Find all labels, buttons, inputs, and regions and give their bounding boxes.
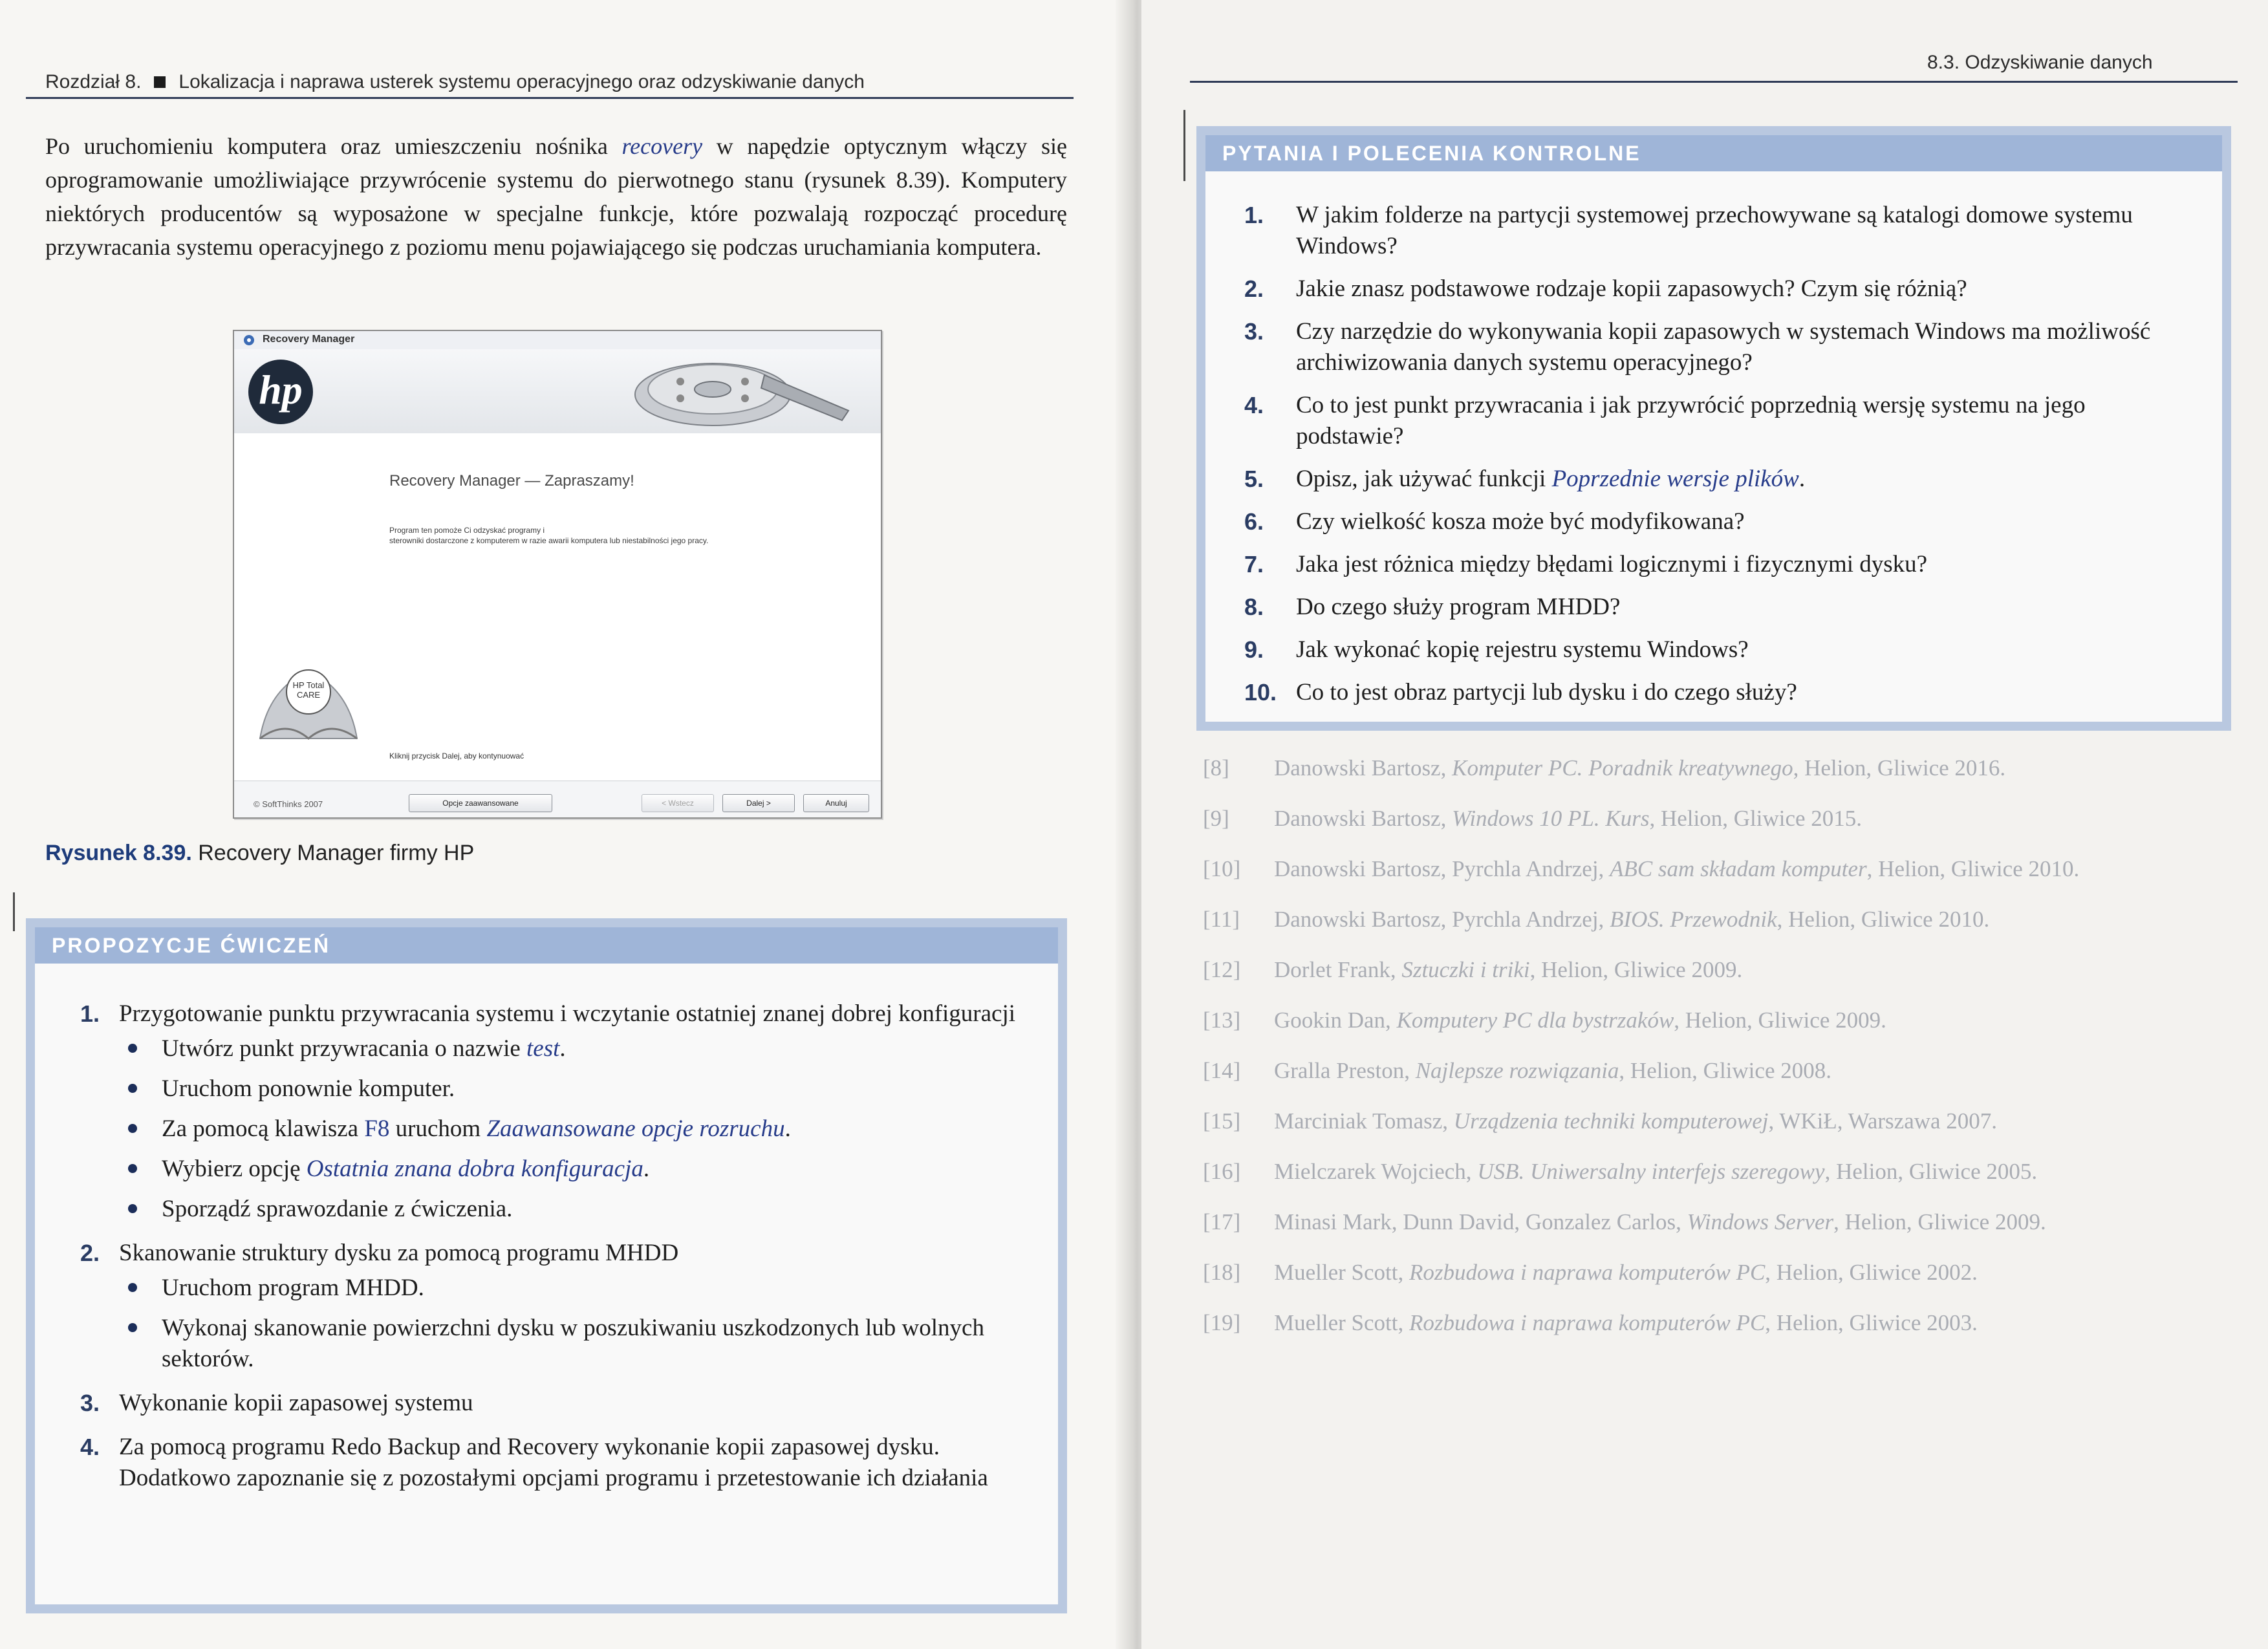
- bibliography-item: [1203, 1204, 2225, 1240]
- bibliography-title: Sztuczki i triki: [1401, 957, 1530, 982]
- bibliography-item: [1203, 1002, 2225, 1039]
- subtask-text: Sporządź sprawozdanie z ćwiczenia.: [162, 1196, 513, 1222]
- bibliography-author: Danowski Bartosz, Pyrchla Andrzej,: [1274, 907, 1610, 932]
- next-hint: Kliknij przycisk Dalej, aby kontynuować: [389, 751, 524, 760]
- exercise-item: [80, 998, 1024, 1225]
- subtask-item: [119, 1194, 1024, 1225]
- subtask-text: Uruchom ponownie komputer.: [162, 1075, 455, 1102]
- bullet-icon: [128, 1084, 137, 1093]
- bibliography-publisher: , Helion, Gliwice 2016.: [1793, 755, 2006, 781]
- exercise-text: Skanowanie struktury dysku za pomocą programu MHDD: [119, 1240, 679, 1266]
- question-emphasis: Poprzednie wersje plików: [1551, 466, 1799, 492]
- bibliography-title: Rozbudowa i naprawa komputerów PC: [1409, 1310, 1766, 1335]
- bibliography-author: Marciniak Tomasz,: [1274, 1108, 1454, 1134]
- subtask-emphasis: F8: [364, 1116, 390, 1142]
- bibliography-number: [10]: [1203, 856, 1241, 881]
- bibliography-title: Urządzenia techniki komputerowej: [1453, 1108, 1769, 1134]
- header-rule: [1190, 81, 2238, 83]
- questions-heading: PYTANIA I POLECENIA KONTROLNE: [1222, 142, 1641, 165]
- question-number: 7.: [1244, 551, 1264, 577]
- description-line: Program ten pomoże Ci odzyskać programy i: [389, 526, 545, 535]
- bibliography-number: [18]: [1203, 1260, 1241, 1285]
- bibliography-title: USB. Uniwersalny interfejs szeregowy: [1477, 1159, 1825, 1184]
- exercises-heading: PROPOZYCJE ĆWICZEŃ: [52, 934, 330, 957]
- exercise-number: 2.: [80, 1240, 100, 1266]
- bibliography-publisher: , Helion, Gliwice 2009.: [1674, 1008, 1886, 1033]
- question-item: [1244, 200, 2176, 262]
- bibliography-publisher: , Helion, Gliwice 2009.: [1529, 957, 1743, 982]
- hard-disk-icon: [616, 349, 861, 433]
- bibliography-list: [1203, 750, 2225, 1355]
- bibliography-publisher: , Helion, Gliwice 2008.: [1619, 1058, 1831, 1083]
- question-item: [1244, 592, 2176, 623]
- program-description: [389, 525, 777, 546]
- crop-mark: [13, 892, 15, 931]
- subtask-item: [119, 1313, 1024, 1375]
- bibliography-publisher: , Helion, Gliwice 2015.: [1649, 806, 1863, 831]
- question-text: Do czego służy program MHDD?: [1296, 594, 1621, 620]
- exercise-list: [80, 998, 1024, 1507]
- bibliography-title: Komputer PC. Poradnik kreatywnego: [1452, 755, 1793, 781]
- bibliography-title: Rozbudowa i naprawa komputerów PC: [1409, 1260, 1766, 1285]
- body-paragraph: [45, 129, 1067, 264]
- bullet-icon: [128, 1124, 137, 1133]
- bullet-icon: [128, 1164, 137, 1173]
- question-item: [1244, 316, 2176, 378]
- bullet-icon: [128, 1044, 137, 1053]
- question-text: Co to jest punkt przywracania i jak przywrócić poprzednią wersję systemu na jego podstawie?: [1296, 392, 2086, 449]
- welcome-heading: Recovery Manager — Zapraszamy!: [389, 472, 634, 490]
- advanced-options-button[interactable]: Opcje zaawansowane: [409, 794, 552, 812]
- bibliography-number: [15]: [1203, 1108, 1241, 1134]
- question-number: 9.: [1244, 636, 1264, 663]
- subtask-item: [119, 1154, 1024, 1185]
- bibliography-author: Mueller Scott,: [1274, 1260, 1409, 1285]
- subtask-text: Za pomocą klawisza: [162, 1116, 365, 1142]
- exercise-text: Za pomocą programu Redo Backup and Recovery wykonanie kopii zapasowej dysku. Dodatkowo zapoznanie się z pozostałymi opcjami programu i przetestowanie ich działania: [119, 1434, 988, 1491]
- subtask-emphasis: Zaawansowane opcje rozruchu: [486, 1116, 785, 1142]
- bibliography-title: Windows Server: [1687, 1209, 1834, 1234]
- bibliography-publisher: , Helion, Gliwice 2002.: [1765, 1260, 1978, 1285]
- subtask-item: [119, 1033, 1024, 1064]
- question-text: Co to jest obraz partycji lub dysku i do czego służy?: [1296, 679, 1797, 706]
- questions-heading-bar: [1205, 135, 2222, 171]
- figure-caption: [45, 841, 474, 866]
- question-item: [1244, 274, 2176, 305]
- bibliography-item: [1203, 851, 2225, 887]
- questions-box: [1196, 126, 2231, 731]
- question-number: 2.: [1244, 275, 1264, 302]
- question-number: 1.: [1244, 202, 1264, 228]
- subtask-item: [119, 1114, 1024, 1145]
- copyright-text: © SoftThinks 2007: [254, 799, 323, 809]
- bullet-icon: [128, 1323, 137, 1332]
- bibliography-title: Windows 10 PL. Kurs: [1452, 806, 1650, 831]
- recovery-manager-screenshot: [233, 330, 882, 819]
- subtask-text: Uruchom program MHDD.: [162, 1275, 424, 1301]
- subtask-emphasis: Ostatnia znana dobra konfiguracja: [306, 1156, 643, 1182]
- exercise-text: Przygotowanie punktu przywracania systemu i wczytanie ostatniej znanej dobrej konfiguracji: [119, 1000, 1016, 1027]
- bibliography-publisher: , Helion, Gliwice 2010.: [1777, 907, 1990, 932]
- bibliography-title: Komputery PC dla bystrzaków: [1396, 1008, 1674, 1033]
- question-text: W jakim folderze na partycji systemowej przechowywane są katalogi domowe systemu Windows?: [1296, 202, 2133, 259]
- exercise-text: Wykonanie kopii zapasowej systemu: [119, 1390, 473, 1416]
- subtask-text: Wybierz opcję: [162, 1156, 307, 1182]
- question-list: [1244, 200, 2176, 720]
- bibliography-item: [1203, 801, 2225, 837]
- figure-caption-text: Recovery Manager firmy HP: [198, 841, 475, 865]
- exercises-heading-bar: [35, 927, 1058, 964]
- question-number: 8.: [1244, 594, 1264, 620]
- bibliography-number: [8]: [1203, 755, 1229, 781]
- chapter-label: Rozdział 8.: [45, 71, 142, 92]
- exercise-number: 4.: [80, 1434, 100, 1460]
- exercise-item: [80, 1238, 1024, 1375]
- question-number: 6.: [1244, 508, 1264, 535]
- question-item: [1244, 464, 2176, 495]
- bibliography-number: [16]: [1203, 1159, 1241, 1184]
- header-rule: [26, 97, 1074, 99]
- subtask-item: [119, 1273, 1024, 1304]
- exercise-number: 3.: [80, 1390, 100, 1416]
- paragraph-text: w napędzie optycznym włączy się oprogramowanie umożliwiające przywrócenie systemu do pierwotnego stanu (rysunek 8.39). Komputery niektórych producentów są wyposażone w specjalne funkcje, które pozwalają rozpocząć procedurę przywracania systemu operacyjnego z poziomu menu pojawiającego się podczas uruchamiania komputera.: [45, 133, 1067, 260]
- exercise-item: [80, 1432, 1024, 1494]
- bibliography-item: [1203, 901, 2225, 938]
- bibliography-publisher: , WKiŁ, Warszawa 2007.: [1768, 1108, 1998, 1134]
- bibliography-author: Dorlet Frank,: [1274, 957, 1402, 982]
- left-page: [0, 0, 1129, 1649]
- subtask-text: Utwórz punkt przywracania o nazwie: [162, 1035, 527, 1062]
- subtask-text: Wykonaj skanowanie powierzchni dysku w poszukiwaniu uszkodzonych lub wolnych sektorów.: [162, 1315, 984, 1372]
- question-number: 5.: [1244, 466, 1264, 492]
- question-text: Jak wykonać kopię rejestru systemu Windows?: [1296, 636, 1749, 663]
- question-text: Jakie znasz podstawowe rodzaje kopii zapasowych? Czym się różnią?: [1296, 275, 1967, 302]
- figure-label: Rysunek 8.39.: [45, 841, 192, 865]
- bibliography-author: Gralla Preston,: [1274, 1058, 1416, 1083]
- exercise-subtasks: [119, 1033, 1024, 1225]
- care-badge-text: HP Total CARE: [292, 680, 325, 700]
- bibliography-item: [1203, 1305, 2225, 1341]
- chapter-title: Lokalizacja i naprawa usterek systemu operacyjnego oraz odzyskiwanie danych: [178, 71, 865, 92]
- exercise-number: 1.: [80, 1000, 100, 1027]
- question-item: [1244, 506, 2176, 537]
- question-number: 10.: [1244, 679, 1277, 706]
- square-bullet-icon: [154, 76, 166, 88]
- question-item: [1244, 677, 2176, 708]
- hp-logo-text: hp: [259, 367, 303, 413]
- question-text: .: [1798, 466, 1806, 492]
- bullet-icon: [128, 1204, 137, 1213]
- running-head-left: [45, 71, 865, 93]
- bibliography-publisher: , Helion, Gliwice 2005.: [1824, 1159, 2038, 1184]
- bibliography-number: [17]: [1203, 1209, 1241, 1234]
- bibliography-title: Najlepsze rozwiązania: [1415, 1058, 1619, 1083]
- subtask-text: .: [559, 1035, 566, 1062]
- subtask-text: .: [784, 1116, 791, 1142]
- exercises-box: [26, 918, 1067, 1613]
- question-text: Czy wielkość kosza może być modyfikowana?: [1296, 508, 1745, 535]
- bibliography-publisher: , Helion, Gliwice 2009.: [1833, 1209, 2046, 1234]
- bibliography-author: Danowski Bartosz, Pyrchla Andrzej,: [1274, 856, 1610, 881]
- window-titlebar: [234, 331, 881, 350]
- description-line: sterowniki dostarczone z komputerem w razie awarii komputera lub niestabilności jego pracy.: [389, 536, 709, 545]
- bibliography-number: [19]: [1203, 1310, 1241, 1335]
- bibliography-author: Mielczarek Wojciech,: [1274, 1159, 1478, 1184]
- crop-mark: [1183, 110, 1185, 181]
- question-number: 3.: [1244, 318, 1264, 345]
- next-button[interactable]: Dalej >: [722, 794, 795, 812]
- bibliography-author: Danowski Bartosz,: [1274, 755, 1453, 781]
- question-text: Jaka jest różnica między błędami logicznymi i fizycznymi dysku?: [1296, 551, 1928, 577]
- bibliography-number: [14]: [1203, 1058, 1241, 1083]
- bibliography-number: [13]: [1203, 1008, 1241, 1033]
- subtask-emphasis: test: [526, 1035, 560, 1062]
- subtask-text: .: [643, 1156, 650, 1182]
- bibliography-publisher: , Helion, Gliwice 2003.: [1765, 1310, 1978, 1335]
- bibliography-item: [1203, 1053, 2225, 1089]
- bibliography-item: [1203, 1255, 2225, 1291]
- paragraph-emphasis: recovery: [621, 133, 703, 159]
- bibliography-number: [12]: [1203, 957, 1241, 982]
- bibliography-title: ABC sam składam komputer: [1610, 856, 1867, 881]
- window-footer: [234, 781, 881, 817]
- question-text: Opisz, jak używać funkcji: [1296, 466, 1552, 492]
- paragraph-text: Po uruchomieniu komputera oraz umieszczeniu nośnika: [45, 133, 622, 159]
- bibliography-item: [1203, 952, 2225, 988]
- subtask-item: [119, 1073, 1024, 1105]
- question-text: Czy narzędzie do wykonywania kopii zapasowych w systemach Windows ma możliwość archiwizowania danych systemu operacyjnego?: [1296, 318, 2151, 376]
- running-head-right: 8.3. Odzyskiwanie danych: [1927, 52, 2153, 73]
- cancel-button[interactable]: Anuluj: [803, 794, 869, 812]
- bibliography-number: [11]: [1203, 907, 1240, 932]
- bibliography-author: Minasi Mark, Dunn David, Gonzalez Carlos,: [1274, 1209, 1687, 1234]
- exercise-subtasks: [119, 1273, 1024, 1375]
- bibliography-number: [9]: [1203, 806, 1229, 831]
- bibliography-item: [1203, 750, 2225, 786]
- recovery-app-icon: [243, 334, 255, 346]
- question-number: 4.: [1244, 392, 1264, 418]
- bibliography-item: [1203, 1154, 2225, 1190]
- question-item: [1244, 634, 2176, 665]
- question-item: [1244, 390, 2176, 452]
- hp-logo: [248, 360, 313, 424]
- bibliography-publisher: , Helion, Gliwice 2010.: [1866, 856, 2080, 881]
- subtask-text: uruchom: [389, 1116, 487, 1142]
- bibliography-title: BIOS. Przewodnik: [1610, 907, 1777, 932]
- exercise-item: [80, 1388, 1024, 1419]
- bibliography-item: [1203, 1103, 2225, 1139]
- window-title: Recovery Manager: [263, 334, 355, 345]
- bullet-icon: [128, 1283, 137, 1292]
- bibliography-author: Danowski Bartosz,: [1274, 806, 1453, 831]
- window-header: [234, 349, 881, 433]
- bibliography-author: Gookin Dan,: [1274, 1008, 1397, 1033]
- question-item: [1244, 549, 2176, 580]
- bibliography-author: Mueller Scott,: [1274, 1310, 1409, 1335]
- back-button[interactable]: < Wstecz: [642, 794, 714, 812]
